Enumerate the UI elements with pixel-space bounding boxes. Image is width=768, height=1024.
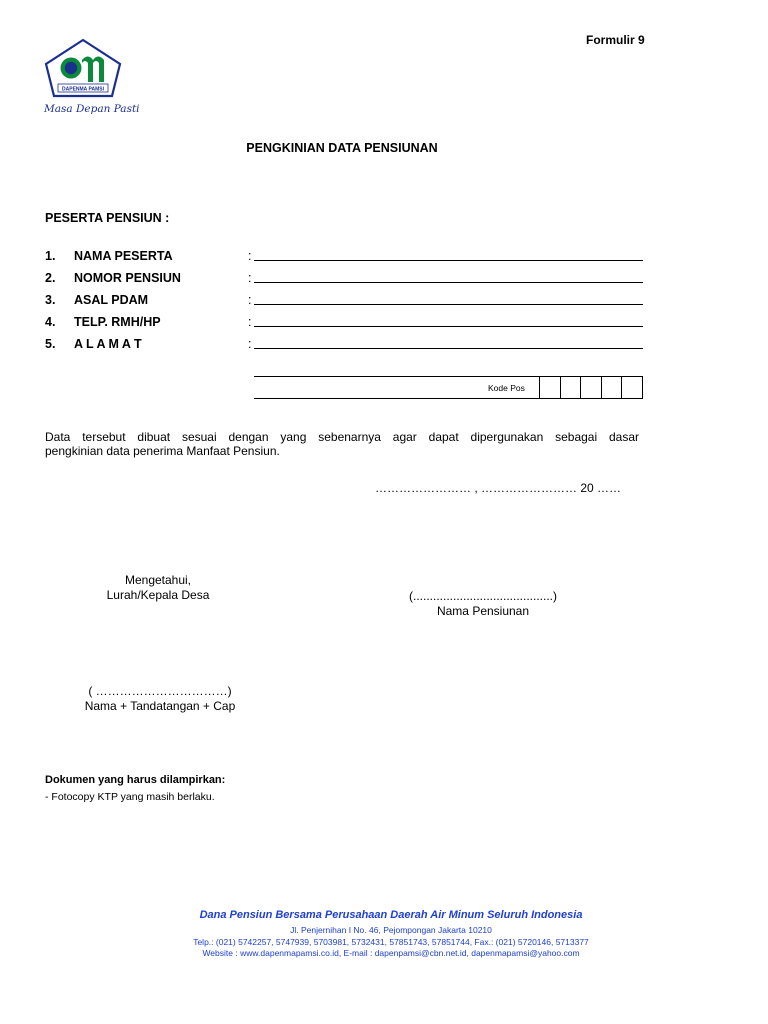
pensioner-name-label: Nama Pensiunan xyxy=(436,604,530,618)
svg-text:DAPENMA PAMSI: DAPENMA PAMSI xyxy=(62,86,104,93)
statement-paragraph xyxy=(45,430,639,458)
pensioner-signature-dots: (..........................................) xyxy=(408,589,558,603)
field-number: 4. xyxy=(45,315,56,329)
field-colon: : xyxy=(248,315,252,329)
attachments-title: Dokumen yang harus dilampirkan: xyxy=(45,774,226,786)
village-signature-block xyxy=(50,684,270,714)
village-signature-label: Nama + Tandatangan + Cap xyxy=(84,699,236,713)
statement-line-1: Data tersebut dibuat sesuai dengan yang sebenarnya agar dapat dipergunakan sebagai dasar xyxy=(45,430,639,444)
field-label: NOMOR PENSIUN xyxy=(74,271,181,285)
field-colon: : xyxy=(248,293,252,307)
pensioner-signature-block xyxy=(388,589,578,619)
page-title: PENGKINIAN DATA PENSIUNAN xyxy=(246,141,438,155)
logo-tagline: Masa Depan Pasti xyxy=(44,103,140,115)
field-colon: : xyxy=(248,337,252,351)
field-number: 1. xyxy=(45,249,56,263)
attachment-item: - Fotocopy KTP yang masih berlaku. xyxy=(45,791,215,803)
nomor-pensiun-input-line[interactable] xyxy=(254,282,643,283)
field-label: ASAL PDAM xyxy=(74,293,149,307)
kode-pos-box[interactable] xyxy=(560,377,581,398)
field-colon: : xyxy=(248,271,252,285)
field-number: 2. xyxy=(45,271,56,285)
field-label: NAMA PESERTA xyxy=(74,249,173,263)
field-number: 3. xyxy=(45,293,56,307)
acknowledge-block xyxy=(98,573,218,603)
kode-pos-box[interactable] xyxy=(580,377,601,398)
asal-pdam-input-line[interactable] xyxy=(254,304,643,305)
statement-line-2: pengkinian data penerima Manfaat Pensiun. xyxy=(45,444,280,458)
acknowledge-text: Mengetahui, xyxy=(124,573,192,587)
field-label: TELP. RMH/HP xyxy=(74,315,161,329)
alamat-input-line[interactable] xyxy=(254,348,643,349)
kode-pos-box[interactable] xyxy=(601,377,622,398)
kode-pos-boxes xyxy=(539,377,643,398)
kode-pos-box[interactable] xyxy=(621,377,643,398)
telp-input-line[interactable] xyxy=(254,326,643,327)
footer-phone: Telp.: (021) 5742257, 5747939, 5703981, 5732431, 57851743, 57851744, Fax.: (021) 5720146, 5713377 xyxy=(193,937,589,947)
nama-peserta-input-line[interactable] xyxy=(254,260,643,261)
form-number: Formulir 9 xyxy=(586,33,645,47)
field-number: 5. xyxy=(45,337,56,351)
field-colon: : xyxy=(248,249,252,263)
village-signature-dots: ( ……………………………) xyxy=(88,684,232,698)
place-date-line: …………………… , …………………… 20 …… xyxy=(375,481,622,495)
field-label: A L A M A T xyxy=(74,337,142,351)
kode-pos-label: Kode Pos xyxy=(488,383,525,393)
dapenma-pamsi-logo xyxy=(44,38,122,104)
kode-pos-box[interactable] xyxy=(539,377,560,398)
footer-address: Jl. Penjernihan I No. 46, Pejompongan Jakarta 10210 xyxy=(290,925,492,935)
village-head-label: Lurah/Kepala Desa xyxy=(106,588,210,602)
footer-web: Website : www.dapenmapamsi.co.id, E-mail : dapenpamsi@cbn.net.id, dapenmapamsi@yahoo.com xyxy=(202,948,580,958)
footer-org-name: Dana Pensiun Bersama Perusahaan Daerah Air Minum Seluruh Indonesia xyxy=(199,909,583,921)
alamat-second-line[interactable] xyxy=(254,376,643,399)
section-label: PESERTA PENSIUN : xyxy=(45,211,170,225)
